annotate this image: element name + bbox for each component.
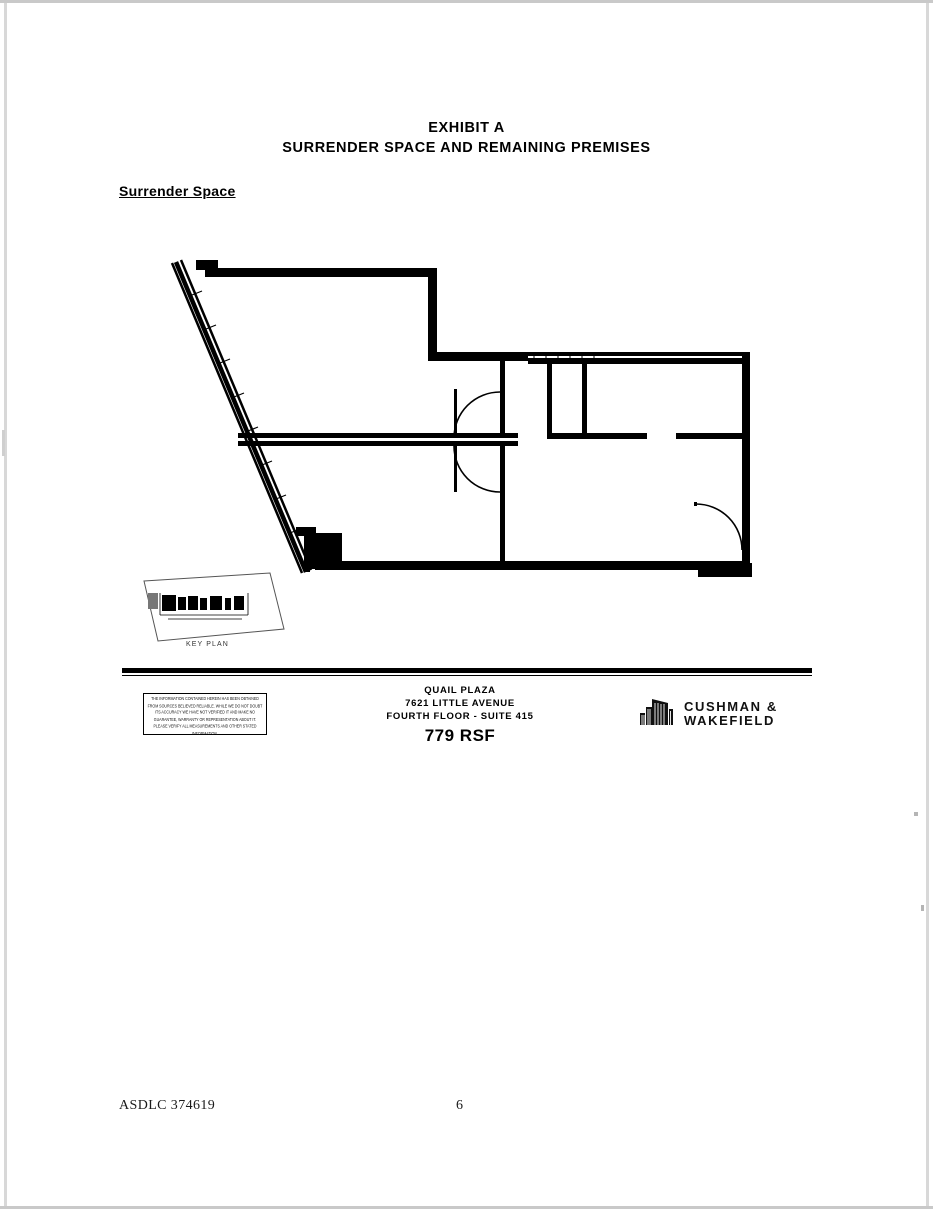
cushman-wakefield-logo (638, 697, 808, 731)
floor-suite: FOURTH FLOOR - SUITE 415 (386, 711, 534, 722)
scan-edge-left (4, 0, 7, 1209)
logo-line-2: WAKEFIELD (684, 712, 775, 728)
street-address: 7621 LITTLE AVENUE (405, 698, 515, 709)
scan-speck (2, 430, 5, 456)
footer-reference: ASDLC 374619 (119, 1098, 216, 1113)
exhibit-title-line1: EXHIBIT A (428, 120, 505, 136)
key-plan (138, 563, 288, 653)
cushman-wakefield-wordmark (684, 700, 778, 727)
scan-edge-right (926, 0, 929, 1209)
page-number: 6 (456, 1098, 463, 1113)
disclaimer-box (143, 693, 267, 735)
rentable-area: 779 RSF (424, 726, 496, 745)
scan-speck (921, 905, 924, 911)
key-plan-label: KEY PLAN (186, 641, 229, 648)
section-title: Surrender Space (119, 183, 236, 199)
title-block-rule (122, 668, 812, 673)
logo-line-1: CUSHMAN & (684, 699, 778, 714)
title-block-rule-thin (122, 675, 812, 676)
disclaimer-text: THE INFORMATION CONTAINED HEREIN HAS BEEN OBTAINED FROM SOURCES BELIEVED RELIABLE. WHILE WE DO NOT DOUBT ITS ACCURACY WE HAVE NOT VERIFIED IT AND MAKE NO GUARANTEE, WARRANTY OR REPRESENTATION ABOUT IT. PLEASE VERIFY ALL MEASUREMENTS AND OTHER STATED INFORMATION. (147, 696, 263, 736)
building-name: QUAIL PLAZA (424, 685, 496, 696)
building-logo-icon (638, 697, 680, 727)
address-block (330, 684, 590, 746)
exhibit-title-line2: SURRENDER SPACE AND REMAINING PREMISES (282, 140, 651, 156)
scan-speck (914, 812, 918, 816)
scan-edge-top (0, 0, 933, 3)
page-title (0, 118, 933, 158)
